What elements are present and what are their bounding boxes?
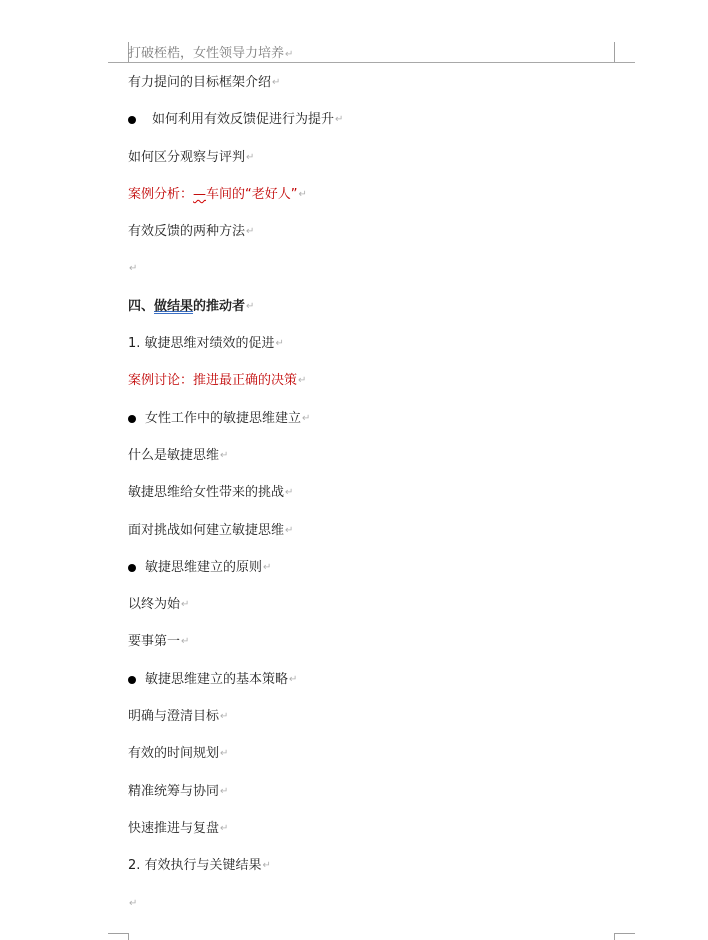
footer-crop-mark-right-v	[614, 933, 615, 940]
paragraph-line[interactable]	[128, 75, 608, 112]
line-text	[128, 523, 284, 539]
line-main-text: 有效的时间规划	[128, 746, 220, 762]
paragraph-mark-icon: ↵	[220, 711, 229, 723]
paragraph-mark-icon: ↵	[289, 673, 298, 685]
paragraph-mark-icon: ↵	[129, 263, 138, 275]
line-main-text: 车间的“老好人”	[206, 186, 298, 202]
bullet-item[interactable]	[128, 411, 608, 448]
line-text	[145, 560, 262, 576]
paragraph-mark-icon: ↵	[181, 636, 190, 648]
paragraph-line[interactable]	[128, 634, 608, 671]
paragraph-line[interactable]	[128, 224, 608, 261]
bullet-item[interactable]	[128, 560, 608, 597]
paragraph-mark-icon: ↵	[298, 375, 307, 387]
line-main-text: 的推动者	[193, 298, 246, 314]
document-body[interactable]	[128, 75, 608, 933]
paragraph-mark-icon: ↵	[298, 188, 307, 200]
line-text	[128, 448, 219, 464]
paragraph-mark-icon: ↵	[220, 822, 229, 834]
spelling-mark: —	[193, 186, 207, 202]
paragraph-line[interactable]	[128, 709, 608, 746]
paragraph-line[interactable]	[128, 336, 608, 373]
paragraph-line[interactable]	[128, 746, 608, 783]
line-main-text: 精准统筹与协同	[128, 783, 220, 799]
line-main-text: 面对挑战如何建立敏捷思维	[128, 522, 285, 538]
line-text	[152, 112, 334, 128]
line-main-text: 明确与澄清目标	[128, 709, 220, 725]
paragraph-mark-icon: ↵	[285, 49, 294, 60]
bullet-icon	[128, 564, 136, 572]
footer-crop-mark-right-h	[615, 933, 635, 934]
line-text	[128, 858, 262, 874]
paragraph-mark-icon: ↵	[275, 338, 284, 350]
line-text	[128, 746, 219, 762]
paragraph-mark-icon: ↵	[181, 599, 190, 611]
line-text	[128, 784, 219, 800]
line-main-text: 以终为始	[128, 597, 181, 613]
header-crop-mark-right	[614, 42, 615, 62]
paragraph-mark-icon: ↵	[129, 897, 138, 909]
paragraph-line[interactable]	[128, 299, 608, 336]
line-main-text: 1. 敏捷思维对绩效的促进	[128, 336, 275, 352]
paragraph-mark-icon: ↵	[302, 412, 311, 424]
line-main-text: 案例讨论：推进最正确的决策	[128, 373, 298, 389]
line-main-text: 如何区分观察与评判	[128, 149, 246, 165]
bullet-item[interactable]	[128, 112, 608, 149]
paragraph-mark-icon: ↵	[262, 860, 271, 872]
line-text	[128, 709, 219, 725]
bullet-item[interactable]	[128, 672, 608, 709]
line-main-text: 2. 有效执行与关键结果	[128, 858, 262, 874]
line-text	[128, 224, 245, 240]
paragraph-mark-icon: ↵	[246, 300, 255, 312]
line-text	[128, 821, 219, 837]
line-main-text: 如何利用有效反馈促进行为提升	[152, 112, 335, 128]
page-header[interactable]	[128, 42, 293, 63]
paragraph-mark-icon: ↵	[335, 114, 344, 126]
bullet-icon	[128, 116, 136, 124]
line-main-text: 有力提问的目标框架介绍	[128, 75, 272, 90]
footer-crop-mark-left-v	[128, 933, 129, 940]
line-prefix: 四、	[128, 298, 155, 314]
paragraph-mark-icon: ↵	[246, 226, 255, 238]
paragraph-mark-icon: ↵	[246, 151, 255, 163]
line-text	[128, 336, 275, 352]
paragraph-mark-icon: ↵	[285, 524, 294, 536]
paragraph-line[interactable]	[128, 523, 608, 560]
line-text	[128, 75, 271, 91]
line-text	[128, 634, 180, 650]
line-main-text: 敏捷思维给女性带来的挑战	[128, 485, 285, 501]
paragraph-line[interactable]	[128, 187, 608, 224]
paragraph-mark-icon: ↵	[272, 77, 281, 88]
line-main-text: 敏捷思维建立的基本策略	[145, 671, 289, 687]
line-prefix: 案例分析：	[128, 186, 194, 202]
line-main-text: 什么是敏捷思维	[128, 447, 220, 463]
paragraph-line[interactable]	[128, 448, 608, 485]
paragraph-mark-icon: ↵	[285, 487, 294, 499]
grammar-mark: 做结果	[154, 298, 194, 314]
line-text	[128, 150, 245, 166]
line-text	[128, 485, 284, 501]
line-text	[128, 373, 297, 389]
header-title: 打破桎梏，女性领导力培养	[128, 46, 285, 61]
paragraph-line[interactable]	[128, 485, 608, 522]
bullet-icon	[128, 415, 136, 423]
paragraph-line[interactable]	[128, 858, 608, 895]
line-text	[128, 187, 298, 203]
paragraph-line[interactable]	[128, 821, 608, 858]
paragraph-mark-icon: ↵	[220, 748, 229, 760]
line-text	[145, 672, 288, 688]
line-main-text: 敏捷思维建立的原则	[145, 559, 263, 575]
paragraph-mark-icon: ↵	[220, 785, 229, 797]
paragraph-line[interactable]	[128, 597, 608, 634]
line-main-text: 要事第一	[128, 634, 181, 650]
line-text	[128, 597, 180, 613]
paragraph-mark-icon: ↵	[220, 449, 229, 461]
paragraph-line[interactable]	[128, 373, 608, 410]
line-main-text: 快速推进与复盘	[128, 820, 220, 836]
line-main-text: 有效反馈的两种方法	[128, 224, 246, 240]
header-rule	[108, 62, 635, 63]
paragraph-mark-icon: ↵	[263, 561, 272, 573]
empty-paragraph[interactable]	[128, 896, 608, 933]
paragraph-line[interactable]	[128, 784, 608, 821]
bullet-icon	[128, 676, 136, 684]
paragraph-line[interactable]	[128, 150, 608, 187]
line-main-text: 女性工作中的敏捷思维建立	[145, 410, 302, 426]
empty-paragraph[interactable]	[128, 261, 608, 298]
footer-crop-mark-left-h	[108, 933, 128, 934]
line-text	[128, 299, 245, 315]
line-text	[145, 411, 301, 427]
